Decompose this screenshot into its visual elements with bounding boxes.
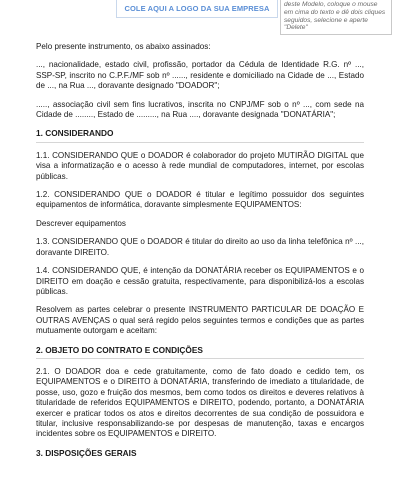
clause-1-2: 1.2. CONSIDERANDO QUE o DOADOR é titular e legítimo possuidor dos seguintes equipamentos de informática, doravante simplesmente EQUIPAMENTOS: <box>36 190 364 210</box>
clause-1-4: 1.4. CONSIDERANDO QUE, é intenção da DONATÁRIA receber os EQUIPAMENTOS e o DIREITO em doação e cessão gratuita, respectivamente, para disponibilizá-los a escolas públicas. <box>36 266 364 296</box>
contract-document <box>36 42 364 469</box>
clause-2-1: 2.1. O DOADOR doa e cede gratuitamente, como de fato doado e cedido tem, os EQUIPAMENTOS e o DIREITO à DONATÁRIA, transferindo de imediato a titularidade, de posse, uso, gozo e fruição dos mesmos, bem como todos os direitos e deveres relativos à titularidade de referidos EQUIPAMENTOS e DIREITO, podendo, portanto, a DONATÁRIA exercer e praticar todos os atos e direitos decorrentes de sua condição de possuidora e titular, inclusive responsabilizando-se por despesas de manutenção, taxas e encargos incidentes sobre os EQUIPAMENTOS e DIREITO. <box>36 366 364 439</box>
section-2-title: 2. OBJETO DO CONTRATO E CONDIÇÕES <box>36 345 364 359</box>
resolve-paragraph: Resolvem as partes celebrar o presente INSTRUMENTO PARTICULAR DE DOAÇÃO E OUTRAS AVENÇAS o qual será regido pelos seguintes termos e condições que as partes mutuamente outorgam e aceitam: <box>36 305 364 336</box>
party-doador-paragraph: ..., nacionalidade, estado civil, profissão, portador da Cédula de Identidade R.G. nº ..., SSP-SP, inscrito no C.P.F./MF sob nº ......, residente e domiciliado na Cidade de ..., Estado de ..., na Rua ..., doravante designado "DOADOR"; <box>36 60 364 91</box>
section-3-title: 3. DISPOSIÇÕES GERAIS <box>36 447 137 458</box>
intro-paragraph: Pelo presente instrumento, os abaixo assinados: <box>36 42 211 51</box>
clause-1-1: 1.1. CONSIDERANDO QUE o DOADOR é colaborador do projeto MUTIRÃO DIGITAL que visa a informatização e o acesso à rede mundial de computadores, internet, por escolas públicas. <box>36 150 364 181</box>
party-donataria-paragraph: ....., associação civil sem fins lucrativos, inscrita no CNPJ/MF sob o nº ..., com sede na Cidade de ........, Estado de ........., na Rua ...., doravante designada "DONATÁRIA"; <box>36 99 364 120</box>
instruction-note: deste Modelo, coloque o mouse em cima do texto e dê dois cliques seguidos, selecione e aperte "Delete" <box>280 0 392 35</box>
describe-equipment: Descrever equipamentos <box>36 218 126 228</box>
logo-placeholder: COLE AQUI A LOGO DA SUA EMPRESA <box>116 0 278 18</box>
clause-1-3: 1.3. CONSIDERANDO QUE o DOADOR é titular do direito ao uso da linha telefônica nº ..., doravante DIREITO. <box>36 237 364 257</box>
section-1-title: 1. CONSIDERANDO <box>36 128 364 142</box>
